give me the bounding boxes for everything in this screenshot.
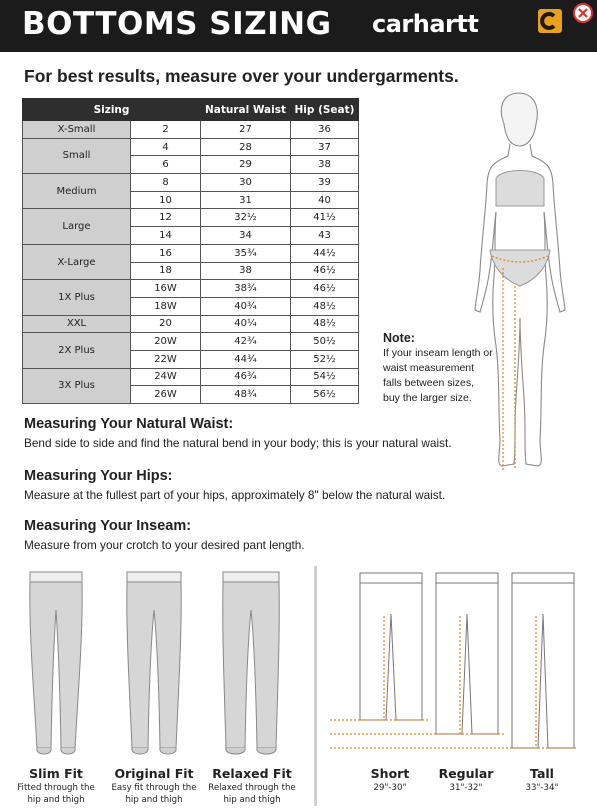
table-row [23, 315, 359, 333]
header-natural-waist: Natural Waist [201, 99, 291, 121]
subtitle: For best results, measure over your undergarments. [24, 66, 459, 86]
fit-desc-line2: hip and thigh [223, 795, 281, 805]
natural-waist-value: 30 [201, 174, 291, 192]
length-name: Regular [438, 766, 494, 781]
body-figure [458, 88, 586, 474]
natural-waist-value: 34 [201, 227, 291, 245]
fit-label-original [107, 766, 201, 805]
hip-value: 44½ [291, 244, 359, 262]
natural-waist-value: 48¾ [201, 386, 291, 404]
fit-desc-line2: hip and thigh [27, 795, 85, 805]
length-range: 31"-32" [449, 783, 483, 793]
length-name: Short [370, 766, 410, 781]
natural-waist-value: 46¾ [201, 368, 291, 386]
natural-waist-value: 32½ [201, 209, 291, 227]
natural-waist-value: 38¾ [201, 280, 291, 298]
section-natural-waist [24, 416, 452, 450]
note-heading: Note: [383, 331, 415, 345]
natural-waist-value: 40¾ [201, 297, 291, 315]
table-row [23, 174, 359, 192]
size-number: 16 [131, 244, 201, 262]
table-row [23, 280, 359, 298]
table-row [23, 138, 359, 156]
hip-value: 56½ [291, 386, 359, 404]
hip-value: 46½ [291, 280, 359, 298]
natural-waist-value: 35¾ [201, 244, 291, 262]
size-number: 16W [131, 280, 201, 298]
hip-value: 43 [291, 227, 359, 245]
size-category: Small [23, 138, 131, 173]
fit-desc-line1: Fitted through the [17, 783, 95, 793]
size-number: 8 [131, 174, 201, 192]
size-category: XXL [23, 315, 131, 333]
page-header [0, 0, 597, 52]
header-sizing: Sizing [23, 99, 201, 121]
note-box [383, 331, 493, 406]
size-category: 1X Plus [23, 280, 131, 315]
length-label-tall [510, 766, 574, 793]
size-number: 22W [131, 350, 201, 368]
natural-waist-value: 29 [201, 156, 291, 174]
fit-name: Slim Fit [29, 766, 83, 781]
natural-waist-value: 40¼ [201, 315, 291, 333]
section-text: Measure from your crotch to your desired pant length. [24, 538, 305, 552]
size-number: 4 [131, 138, 201, 156]
size-table [22, 98, 359, 404]
hip-value: 48½ [291, 315, 359, 333]
size-number: 18 [131, 262, 201, 280]
size-number: 10 [131, 191, 201, 209]
section-heading: Measuring Your Natural Waist: [24, 416, 234, 432]
hip-value: 54½ [291, 368, 359, 386]
table-row [23, 244, 359, 262]
note-text: If your inseam length or waist measurement falls between sizes, buy the larger size. [383, 347, 493, 404]
length-range: 33"-34" [525, 783, 559, 793]
size-number: 26W [131, 386, 201, 404]
hip-value: 46½ [291, 262, 359, 280]
size-category: 2X Plus [23, 333, 131, 368]
page-title: BOTTOMS SIZING [22, 6, 332, 42]
natural-waist-value: 28 [201, 138, 291, 156]
hip-value: 48½ [291, 297, 359, 315]
section-hips [24, 468, 445, 502]
section-heading: Measuring Your Inseam: [24, 518, 192, 534]
brand-logo-text: carhartt [372, 10, 479, 38]
relaxed-fit-pants-icon [220, 570, 282, 760]
natural-waist-value: 44¾ [201, 350, 291, 368]
natural-waist-value: 27 [201, 121, 291, 139]
fit-label-relaxed [205, 766, 299, 805]
length-label-regular [434, 766, 498, 793]
slim-fit-pants-icon [27, 570, 85, 760]
hip-value: 50½ [291, 333, 359, 351]
length-name: Tall [530, 766, 554, 781]
length-range: 29"-30" [373, 783, 407, 793]
hip-value: 40 [291, 191, 359, 209]
inseam-length-illustration [330, 568, 580, 754]
size-category: 3X Plus [23, 368, 131, 403]
size-number: 20W [131, 333, 201, 351]
original-fit-pants-icon [124, 570, 184, 760]
fit-desc-line2: hip and thigh [125, 795, 183, 805]
section-text: Measure at the fullest part of your hips, approximately 8" below the natural waist. [24, 488, 446, 502]
table-row [23, 209, 359, 227]
size-category: X-Large [23, 244, 131, 279]
fit-name: Relaxed Fit [212, 766, 292, 781]
fit-desc-line1: Relaxed through the [208, 783, 296, 793]
natural-waist-value: 31 [201, 191, 291, 209]
table-row [23, 333, 359, 351]
section-heading: Measuring Your Hips: [24, 468, 173, 484]
section-inseam [24, 518, 305, 552]
hip-value: 37 [291, 138, 359, 156]
size-number: 14 [131, 227, 201, 245]
fit-name: Original Fit [114, 766, 194, 781]
hip-value: 36 [291, 121, 359, 139]
hip-value: 39 [291, 174, 359, 192]
length-label-short [358, 766, 422, 793]
size-number: 12 [131, 209, 201, 227]
table-row [23, 121, 359, 139]
close-button[interactable] [573, 3, 593, 23]
size-category: X-Small [23, 121, 131, 139]
size-number: 18W [131, 297, 201, 315]
hip-value: 38 [291, 156, 359, 174]
header-hip: Hip (Seat) [291, 99, 359, 121]
close-icon [575, 5, 591, 21]
fit-label-slim [10, 766, 102, 805]
hip-value: 41½ [291, 209, 359, 227]
size-number: 6 [131, 156, 201, 174]
hip-value: 52½ [291, 350, 359, 368]
section-text: Bend side to side and find the natural bend in your body; this is your natural waist. [24, 436, 452, 450]
natural-waist-value: 42¾ [201, 333, 291, 351]
carhartt-c-logo-icon [538, 9, 562, 33]
size-number: 24W [131, 368, 201, 386]
table-row [23, 368, 359, 386]
size-category: Medium [23, 174, 131, 209]
section-divider [314, 566, 317, 806]
size-number: 20 [131, 315, 201, 333]
fit-desc-line1: Easy fit through the [111, 783, 197, 793]
size-number: 2 [131, 121, 201, 139]
natural-waist-value: 38 [201, 262, 291, 280]
size-category: Large [23, 209, 131, 244]
